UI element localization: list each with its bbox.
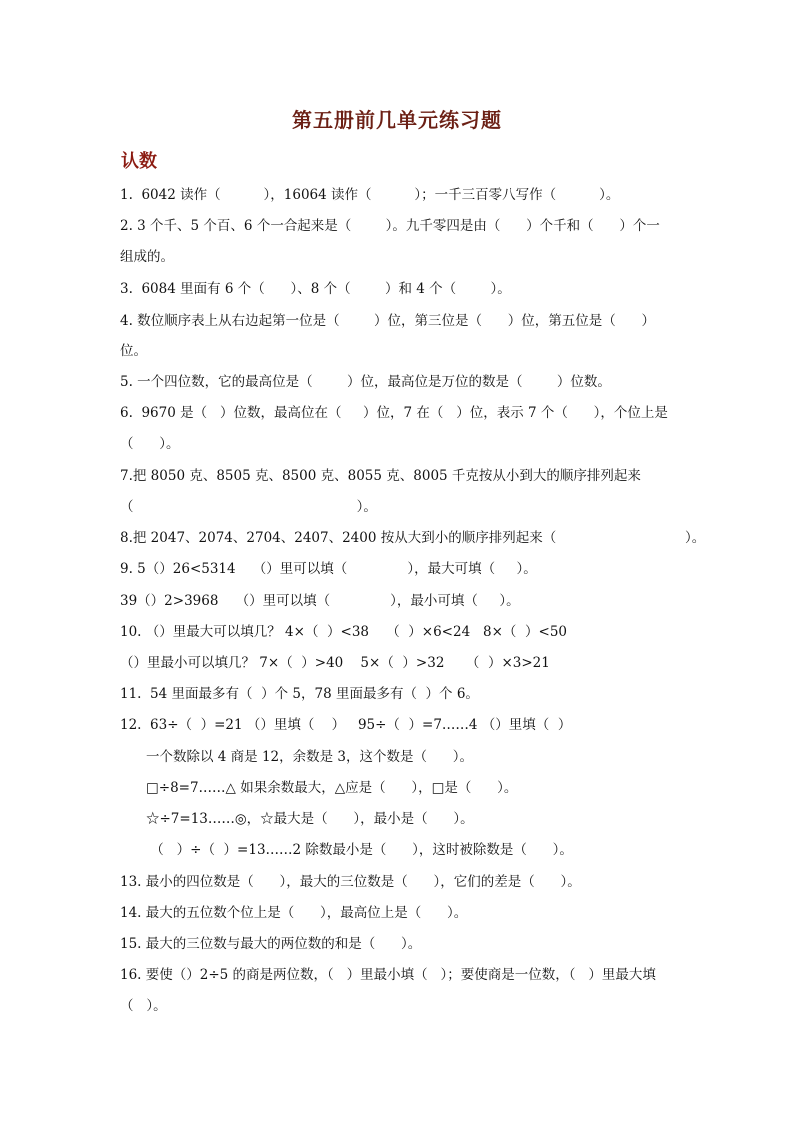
question-line: 8.把 2047、2074、2704、2407、2400 按从大到小的顺序排列起来（ ）。: [120, 530, 706, 546]
question-line: 11. 54 里面最多有（ ）个 5，78 里面最多有（ ）个 6。: [120, 686, 479, 702]
question-line: 组成的。: [120, 249, 174, 265]
question-line: （ ）÷（ ）=13……2 除数最小是（ ），这时被除数是（ ）。: [146, 842, 573, 858]
question-line: 15. 最大的三位数与最大的两位数的和是（ ）。: [120, 936, 422, 952]
question-line: （ ）。: [120, 998, 167, 1014]
question-line: 9. 5（）26<5314 （）里可以填（ ），最大可填（ ）。: [120, 561, 537, 577]
question-line: 10. （）里最大可以填几？ 4×（ ）<38 （ ）×6<24 8×（ ）<50: [120, 624, 568, 640]
section-heading: 认数: [121, 151, 157, 172]
question-line: 3. 6084 里面有 6 个（ ）、8 个（ ）和 4 个（ ）。: [120, 281, 511, 297]
question-line: 13. 最小的四位数是（ ），最大的三位数是（ ），它们的差是（ ）。: [120, 874, 581, 890]
question-line: 16. 要使（）2÷5 的商是两位数，（ ）里最小填（ ）；要使商是一位数，（ ）里最大填: [120, 967, 656, 983]
question-line: （ ）。: [120, 436, 180, 452]
question-line: □÷8=7……△ 如果余数最大，△应是（ ），□是（ ）。: [146, 780, 518, 796]
question-line: 5. 一个四位数，它的最高位是（ ）位，最高位是万位的数是（ ）位数。: [120, 374, 611, 390]
question-line: 一个数除以 4 商是 12，余数是 3，这个数是（ ）。: [146, 749, 474, 765]
question-line: 14. 最大的五位数个位上是（ ），最高位上是（ ）。: [120, 905, 468, 921]
question-line: 7.把 8050 克、8505 克、8500 克、8055 克、8005 千克按从小到大的顺序排列起来: [120, 468, 641, 484]
page-title: 第五册前几单元练习题: [292, 108, 502, 132]
question-line: 4. 数位顺序表上从右边起第一位是（ ）位，第三位是（ ）位，第五位是（ ）: [120, 313, 655, 329]
question-line: 位。: [120, 343, 147, 359]
question-line: ☆÷7=13……◎，☆最大是（ ），最小是（ ）。: [146, 811, 474, 827]
question-line: 1. 6042 读作（ ），16064 读作（ ）；一千三百零八写作（ ）。: [120, 187, 620, 203]
question-line: 39（）2>3968 （）里可以填（ ），最小可填（ ）。: [120, 593, 520, 609]
question-line: 2. 3 个千、5 个百、6 个一合起来是（ ）。九千零四是由（ ）个千和（ ）个一: [120, 218, 660, 234]
question-line: （）里最小可以填几？ 7×（ ）>40 5×（ ）>32 （ ）×3>21: [120, 655, 550, 671]
question-line: （ ）。: [120, 499, 377, 515]
question-line: 6. 9670 是（ ）位数，最高位在（ ）位，7 在（ ）位，表示 7 个（ ），个位上是: [120, 405, 668, 421]
question-line: 12. 63÷（ ）=21 （）里填（ ） 95÷（ ）=7……4 （）里填（ ）: [120, 717, 572, 733]
